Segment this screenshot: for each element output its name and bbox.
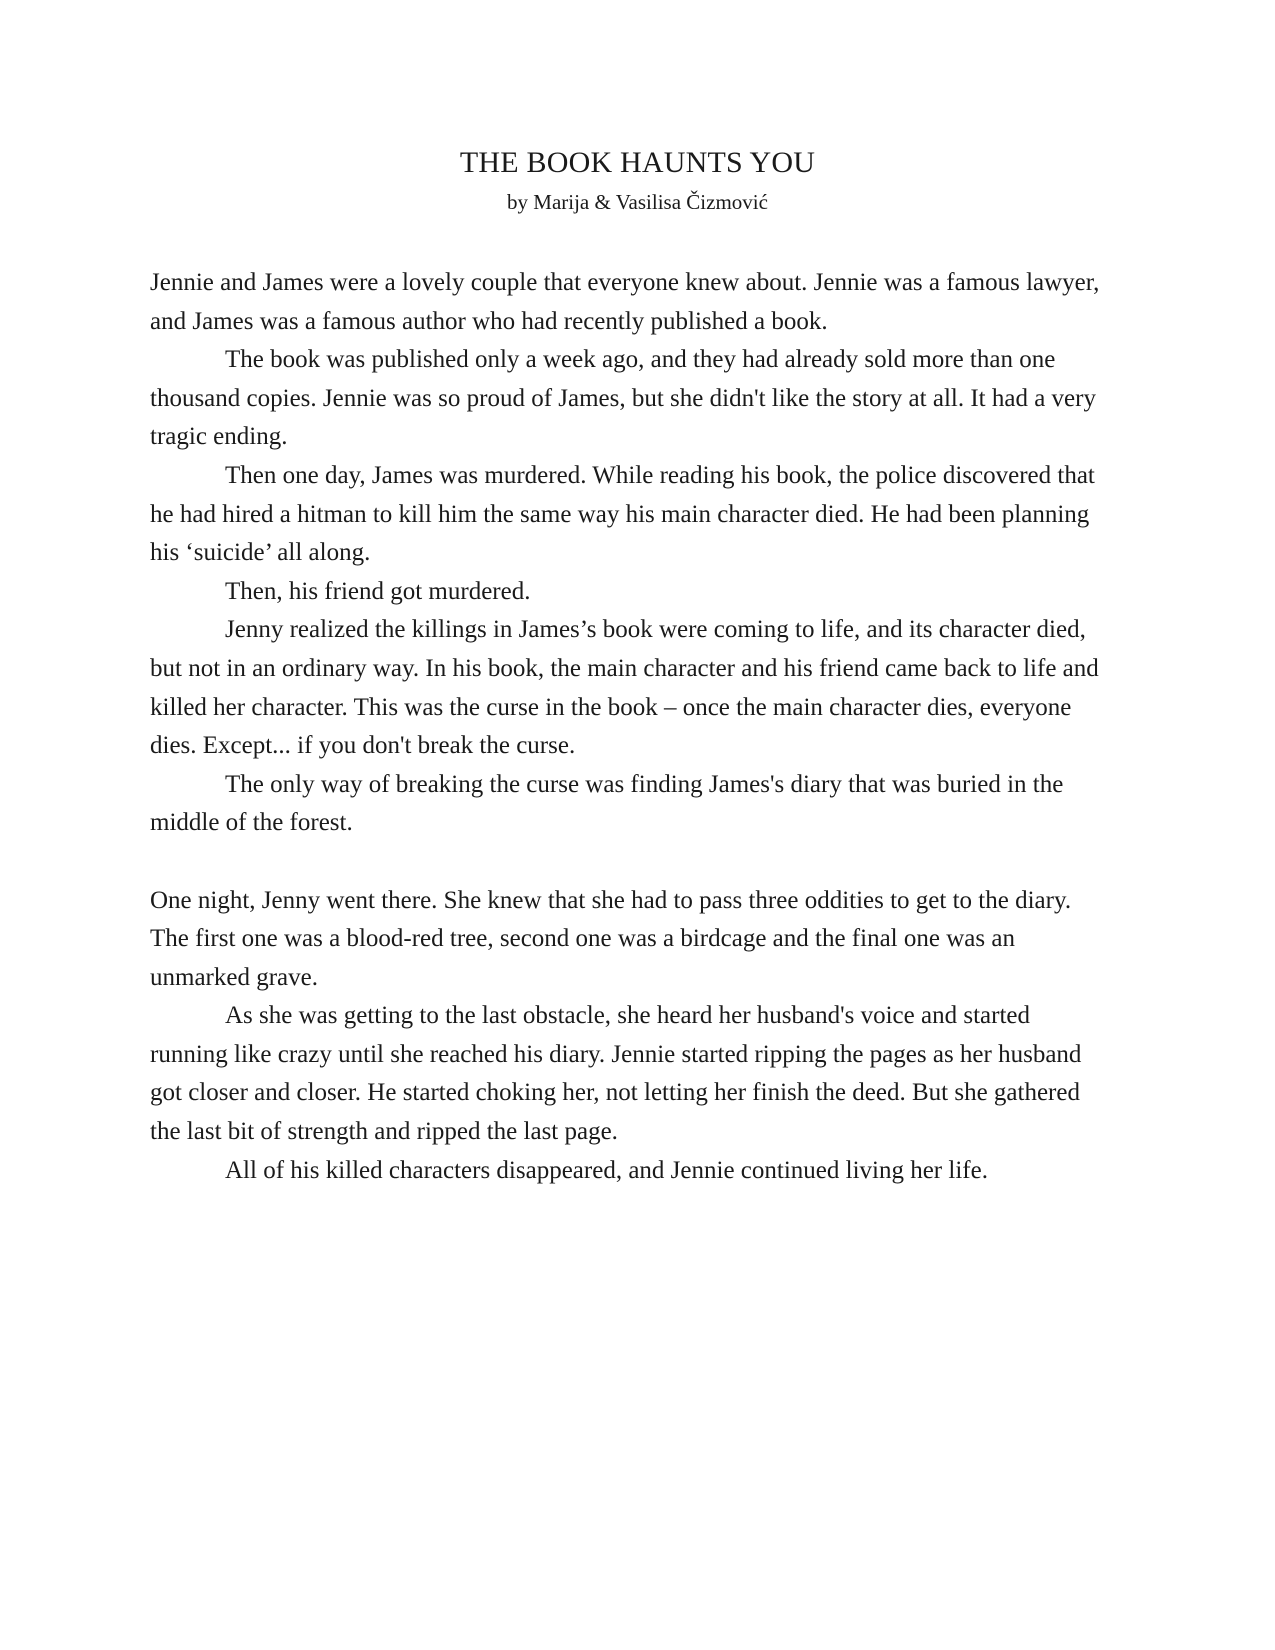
story-paragraph: Jennie and James were a lovely couple that everyone knew about. Jennie was a famous lawyer, and James was a famous author who had recently published a book. bbox=[150, 269, 1100, 335]
section-break bbox=[150, 843, 1105, 882]
story-body bbox=[150, 264, 1105, 1190]
story-paragraph: The book was published only a week ago, and they had already sold more than one thousand copies. Jennie was so proud of James, but she didn't like the story at all. It had a very tragic ending. bbox=[150, 346, 1096, 451]
story-paragraph: Then one day, James was murdered. While reading his book, the police discovered that he had hired a hitman to kill him the same way his main character died. He had been planning his ‘suicide’ all along. bbox=[150, 461, 1095, 567]
document-title: THE BOOK HAUNTS YOU bbox=[459, 146, 816, 179]
story-paragraph: The only way of breaking the curse was finding James's diary that was buried in the middle of the forest. bbox=[150, 770, 1064, 837]
story-paragraph: Then, his friend got murdered. bbox=[225, 577, 531, 605]
story-paragraph: As she was getting to the last obstacle, she heard her husband's voice and started running like crazy until she reached his diary. Jennie started ripping the pages as her husband got closer and closer. He started choking her, not letting her finish the deed. But she gathered the last bit of strength and ripped the last page. bbox=[150, 1002, 1082, 1146]
story-paragraph: Jenny realized the killings in James’s book were coming to life, and its character died, but not in an ordinary way. In his book, the main character and his friend came back to life and killed her character. This was the curse in the book – once the main character dies, everyone dies. Except... if you don't break the curse. bbox=[150, 616, 1099, 760]
document-byline: by Marija & Vasilisa Čizmović bbox=[507, 190, 768, 214]
story-paragraph: All of his killed characters disappeared, and Jennie continued living her life. bbox=[225, 1156, 988, 1184]
story-paragraph: One night, Jenny went there. She knew that she had to pass three oddities to get to the diary. The first one was a blood-red tree, second one was a birdcage and the final one was an unmarked grave. bbox=[150, 886, 1072, 991]
